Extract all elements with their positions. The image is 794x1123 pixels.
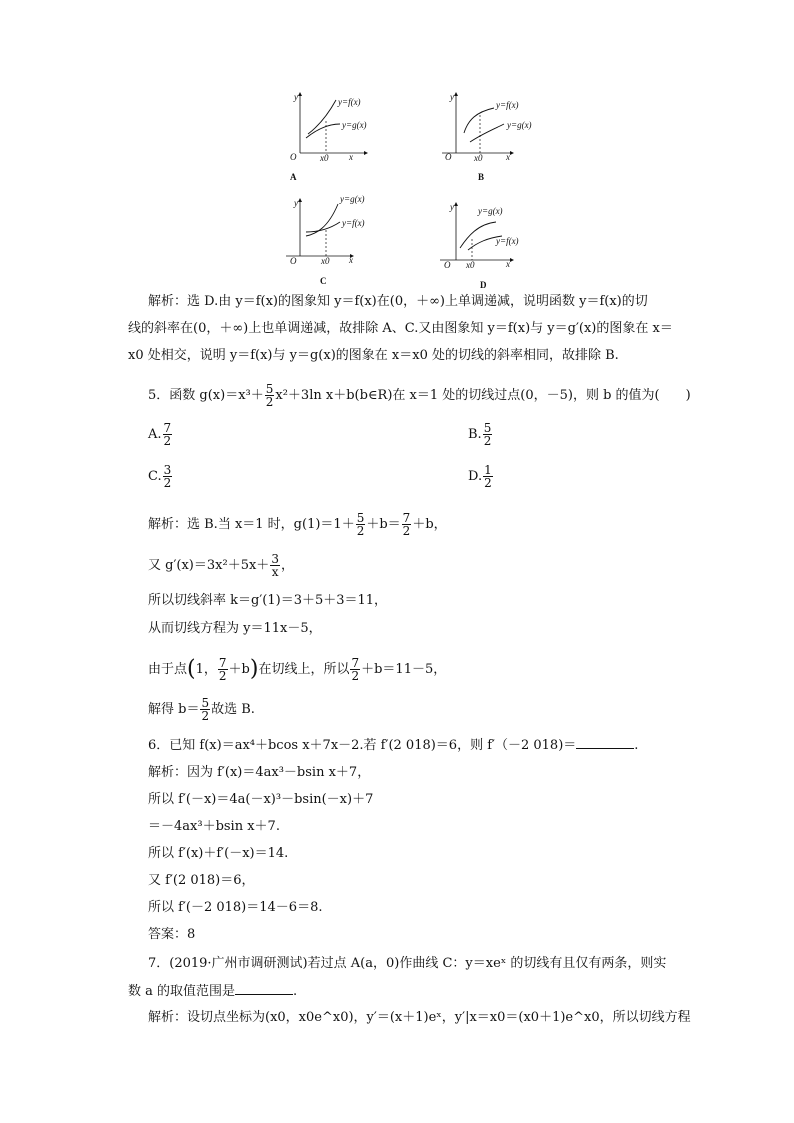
q7-answer-blank[interactable] bbox=[235, 982, 293, 995]
svg-text:x0: x0 bbox=[321, 256, 330, 266]
q5-option-c[interactable]: C. $\frac{3}{2}$ bbox=[148, 463, 172, 490]
svg-text:y=g(x): y=g(x) bbox=[340, 194, 365, 204]
svg-text:y=g(x): y=g(x) bbox=[507, 120, 532, 130]
q5-sol-line1: 解析：选 B.当 x＝1 时，g(1)＝1＋ $\frac{5}{2}$ ＋b＝ $\frac{7}{2}$ ＋b， bbox=[148, 511, 447, 538]
svg-text:y=g(x): y=g(x) bbox=[478, 206, 503, 216]
svg-text:y: y bbox=[450, 202, 454, 212]
svg-text:y: y bbox=[294, 92, 298, 102]
q6-answer-blank[interactable] bbox=[576, 736, 634, 749]
graph-c bbox=[276, 192, 396, 288]
graph-d-svg bbox=[432, 196, 552, 292]
graph-a bbox=[276, 88, 386, 184]
svg-text:B: B bbox=[478, 172, 485, 182]
svg-text:O: O bbox=[445, 152, 452, 162]
svg-text:O: O bbox=[444, 260, 451, 270]
q4-analysis-line1: 解析：选 D.由 y＝f(x)的图象知 y＝f(x)在(0，＋∞)上单调递减，说明函数 y＝f(x)的切 bbox=[148, 294, 648, 309]
svg-text:x0: x0 bbox=[474, 153, 483, 163]
svg-text:y=g(x): y=g(x) bbox=[342, 120, 367, 130]
svg-text:y=f(x): y=f(x) bbox=[342, 218, 365, 228]
svg-text:C: C bbox=[320, 276, 327, 286]
q7-stem-line1: 7．(2019·广州市调研测试)若过点 A(a，0)作曲线 C：y＝xeˣ 的切线有且仅有两条，则实 bbox=[148, 956, 667, 971]
q6-sol-line4: 所以 f′(x)＋f′(－x)＝14. bbox=[148, 846, 289, 861]
q6-sol-line1: 解析：因为 f′(x)＝4ax³－bsin x＋7， bbox=[148, 765, 371, 780]
curve-g bbox=[470, 124, 504, 142]
svg-text:x: x bbox=[349, 152, 353, 162]
q5-sol-line4: 从而切线方程为 y＝11x－5， bbox=[148, 621, 322, 636]
q4-analysis-line3: x0 处相交，说明 y＝f(x)与 y＝g(x)的图象在 x＝x0 处的切线的斜率相同，故排除 B. bbox=[128, 348, 619, 363]
q5-sol-line3: 所以切线斜率 k＝g′(1)＝3＋5＋3＝11， bbox=[148, 593, 388, 608]
svg-text:O: O bbox=[290, 256, 297, 266]
curve-g bbox=[460, 222, 496, 248]
svg-text:y: y bbox=[450, 92, 454, 102]
q5-sol-line5: 由于点(1， $\frac{7}{2}$ ＋b)在切线上，所以 $\frac{7}{2}$ ＋b＝11－5， bbox=[148, 656, 447, 683]
q7-stem-line2: 数 a 的取值范围是 . bbox=[128, 984, 298, 999]
svg-text:O: O bbox=[290, 152, 297, 162]
q6-sol-line5: 又 f′(2 018)＝6， bbox=[148, 873, 255, 888]
q5-option-d[interactable]: D. $\frac{1}{2}$ bbox=[468, 463, 492, 490]
q6-sol-line6: 所以 f′(－2 018)＝14－6＝8. bbox=[148, 900, 323, 915]
graph-b-svg bbox=[432, 88, 552, 184]
graph-c-svg bbox=[276, 192, 396, 288]
q5-stem-frac: $\frac{5}{2}$ bbox=[265, 382, 274, 409]
q5-sol-line6: 解得 b＝ $\frac{5}{2}$ 故选 B. bbox=[148, 696, 255, 723]
svg-text:y=f(x): y=f(x) bbox=[496, 236, 519, 246]
svg-text:y=f(x): y=f(x) bbox=[338, 97, 361, 107]
q6-sol-line3: ＝－4ax³＋bsin x＋7. bbox=[148, 819, 280, 834]
q5-option-a[interactable]: A. $\frac{7}{2}$ bbox=[148, 421, 172, 448]
q4-analysis-line2: 线的斜率在(0，＋∞)上也单调递减，故排除 A、C.又由图象知 y＝f(x)与 y＝g′(x)的图象在 x＝ bbox=[128, 321, 673, 336]
graph-a-svg bbox=[276, 88, 386, 184]
q7-sol-line1: 解析：设切点坐标为(x0，x0e^x0)，y′＝(x＋1)eˣ，y′|x＝x0＝(x0＋1)e^x0，所以切线方程 bbox=[148, 1010, 691, 1025]
svg-text:x0: x0 bbox=[466, 260, 475, 270]
curve-f bbox=[308, 100, 336, 134]
q5-stem: 5．函数 g(x)＝x³＋ $\frac{5}{2}$ x²＋3ln x＋b(b∈R)在 x＝1 处的切线过点(0，－5)，则 b 的值为( ) bbox=[148, 382, 691, 409]
q6-stem: 6．已知 f(x)＝ax⁴＋bcos x＋7x－2.若 f′(2 018)＝6，则 f′（－2 018)＝ . bbox=[148, 738, 639, 753]
graph-b bbox=[432, 88, 552, 184]
curve-f bbox=[464, 108, 494, 133]
svg-text:A: A bbox=[290, 172, 297, 182]
q5-option-b[interactable]: B. $\frac{5}{2}$ bbox=[468, 421, 492, 448]
graph-d bbox=[432, 196, 552, 292]
svg-text:x: x bbox=[349, 255, 353, 265]
q5-sol-line2: 又 g′(x)＝3x²＋5x＋ $\frac{3}{x}$ ， bbox=[148, 552, 294, 579]
q6-sol-line2: 所以 f′(－x)＝4a(－x)³－bsin(－x)＋7 bbox=[148, 792, 374, 807]
svg-text:x0: x0 bbox=[320, 153, 329, 163]
svg-text:x: x bbox=[506, 152, 510, 162]
svg-text:y=f(x): y=f(x) bbox=[496, 100, 519, 110]
curve-g bbox=[306, 204, 338, 236]
svg-text:D: D bbox=[480, 280, 487, 290]
q6-answer: 答案：8 bbox=[148, 927, 196, 942]
svg-text:y: y bbox=[294, 198, 298, 208]
svg-text:x: x bbox=[506, 259, 510, 269]
